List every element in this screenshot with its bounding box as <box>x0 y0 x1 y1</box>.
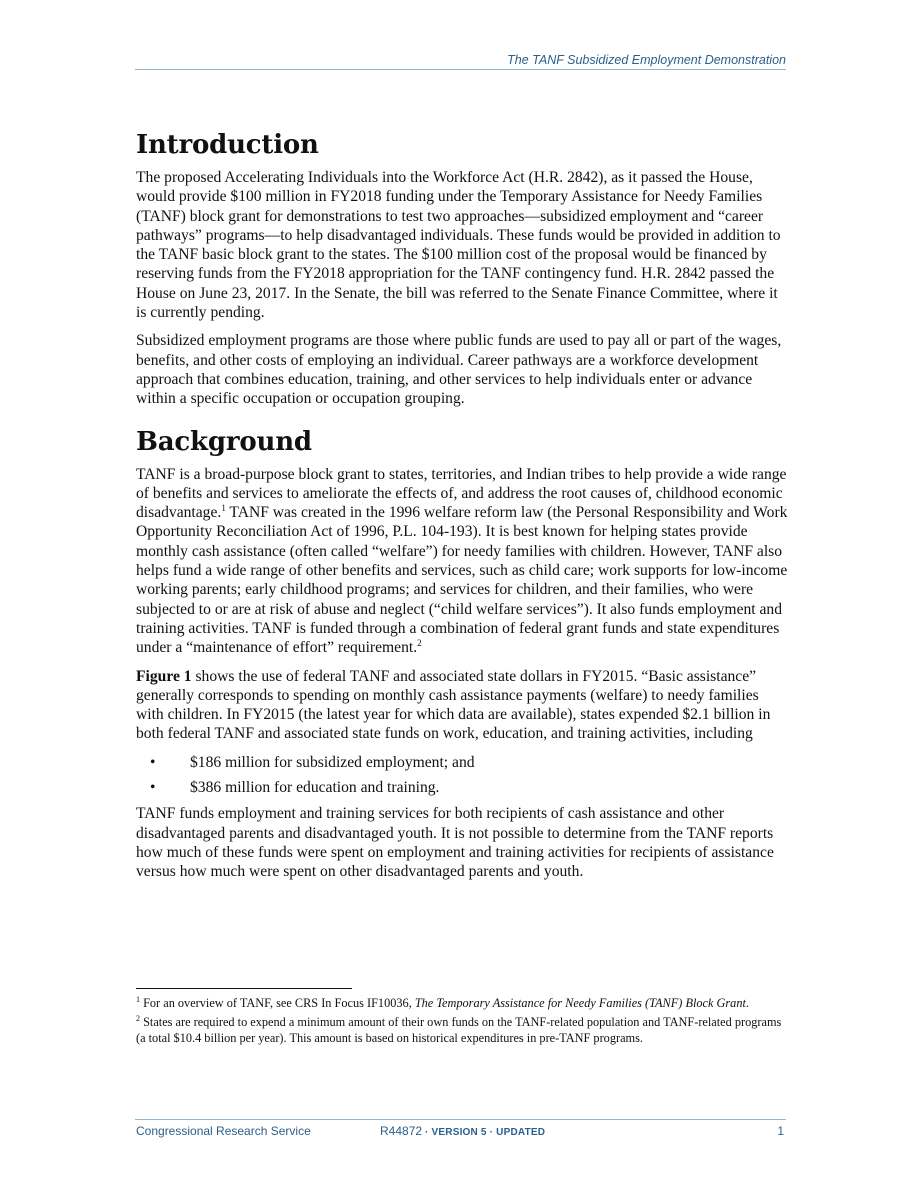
footer-organization: Congressional Research Service <box>136 1124 311 1138</box>
footnote-title: The Temporary Assistance for Needy Families (TANF) Block Grant <box>414 996 746 1010</box>
footer-report-id <box>380 1124 545 1138</box>
bullet-list <box>136 753 788 798</box>
background-heading: Background <box>136 426 312 457</box>
bullet-icon: • <box>150 753 156 771</box>
footnote-1 <box>136 996 788 1011</box>
intro-paragraph-1: The proposed Accelerating Individuals into the Workforce Act (H.R. 2842), as it passed the House, would provide $100 million in FY2018 funding under the Temporary Assistance for Needy Families (TANF) block grant for demonstrations to test two approaches—subsidized employment and “career pathways” programs—to help disadvantaged individuals. These funds would be provided in addition to the TANF basic block grant to the states. The $100 million cost of the proposal would be financed by reserving funds from the FY2018 appropriation for the TANF contingency fund. H.R. 2842 passed the House on June 23, 2017. In the Senate, the bill was referred to the Senate Finance Committee, where it is currently pending. <box>136 169 781 322</box>
footnote-text: States are required to expend a minimum amount of their own funds on the TANF-related population and TANF-related programs (a total $10.4 billion per year). This amount is based on historical expenditures in pre-TANF programs. <box>136 1015 782 1045</box>
list-item <box>136 753 788 772</box>
footnote-separator <box>136 988 352 989</box>
background-paragraph-3: TANF funds employment and training services for both recipients of cash assistance and other disadvantaged parents and disadvantaged youth. It is not possible to determine from the TANF reports how much of these funds were spent on employment and training activities for recipients of assistance versus how much were spent on other disadvantaged parents and youth. <box>136 805 774 881</box>
introduction-heading: Introduction <box>136 130 319 160</box>
bg-p2-text: shows the use of federal TANF and associated state dollars in FY2015. “Basic assistance” generally corresponds to spending on monthly cash assistance payments (welfare) to needy families with children. In FY2015 (the latest year for which data are available), states expended $2.1 billion in both federal TANF and associated state funds on work, education, and training activities, including <box>136 667 771 743</box>
running-header: The TANF Subsidized Employment Demonstration <box>135 53 786 70</box>
footnote-number: 2 <box>136 1014 140 1024</box>
bg-p1-text-a: TANF is a broad-purpose block grant to states, territories, and Indian tribes to help provide a wide range of benefits and services to ameliorate the effects of, and address the root causes of, childhood economic disadvantage. <box>136 465 787 522</box>
intro-paragraph-2: Subsidized employment programs are those where public funds are used to pay all or part of the wages, benefits, and other costs of employing an individual. Career pathways are a workforce development approach that combines education, training, and other services to help individuals enter or advance within a specific occupation or occupation grouping. <box>136 332 782 408</box>
footnote-ref-1[interactable]: 1 <box>221 502 226 513</box>
report-number: R44872 <box>380 1124 423 1138</box>
main-content <box>136 130 788 891</box>
figure-1-reference[interactable]: Figure 1 <box>136 667 192 685</box>
footnote-text: For an overview of TANF, see CRS In Focus IF10036, <box>140 996 415 1010</box>
background-paragraph-2 <box>136 667 788 744</box>
footnote-ref-2[interactable]: 2 <box>417 638 422 649</box>
footnote-end: . <box>745 996 749 1010</box>
bg-p1-text-b: TANF was created in the 1996 welfare reform law (the Personal Responsibility and Work Opportunity Reconciliation Act of 1996, P.L. 104-193). It is best known for helping states provide monthly cash assistance (often called “welfare”) for needy families with children. However, TANF also helps fund a wide range of other benefits and services, such as child care; work supports for low-income working parents; early childhood programs; and services for children, and their families, who were subjected to or are at risk of abuse and neglect (“child welfare services”). It also funds employment and training activities. TANF is funded through a combination of federal grant funds and state expenditures under a “maintenance of effort” requirement. <box>136 504 788 657</box>
list-item <box>136 778 788 797</box>
background-paragraph-1 <box>136 465 788 658</box>
list-item-text: $186 million for subsidized employment; and <box>190 753 475 771</box>
page-footer <box>135 1119 786 1142</box>
page-number: 1 <box>777 1124 784 1138</box>
list-item-text: $386 million for education and training. <box>190 779 440 797</box>
footnotes <box>136 996 788 1050</box>
footnote-2 <box>136 1015 788 1046</box>
footnote-number: 1 <box>136 994 140 1004</box>
bullet-icon: • <box>150 779 156 797</box>
report-version: · VERSION 5 · UPDATED <box>422 1127 546 1138</box>
